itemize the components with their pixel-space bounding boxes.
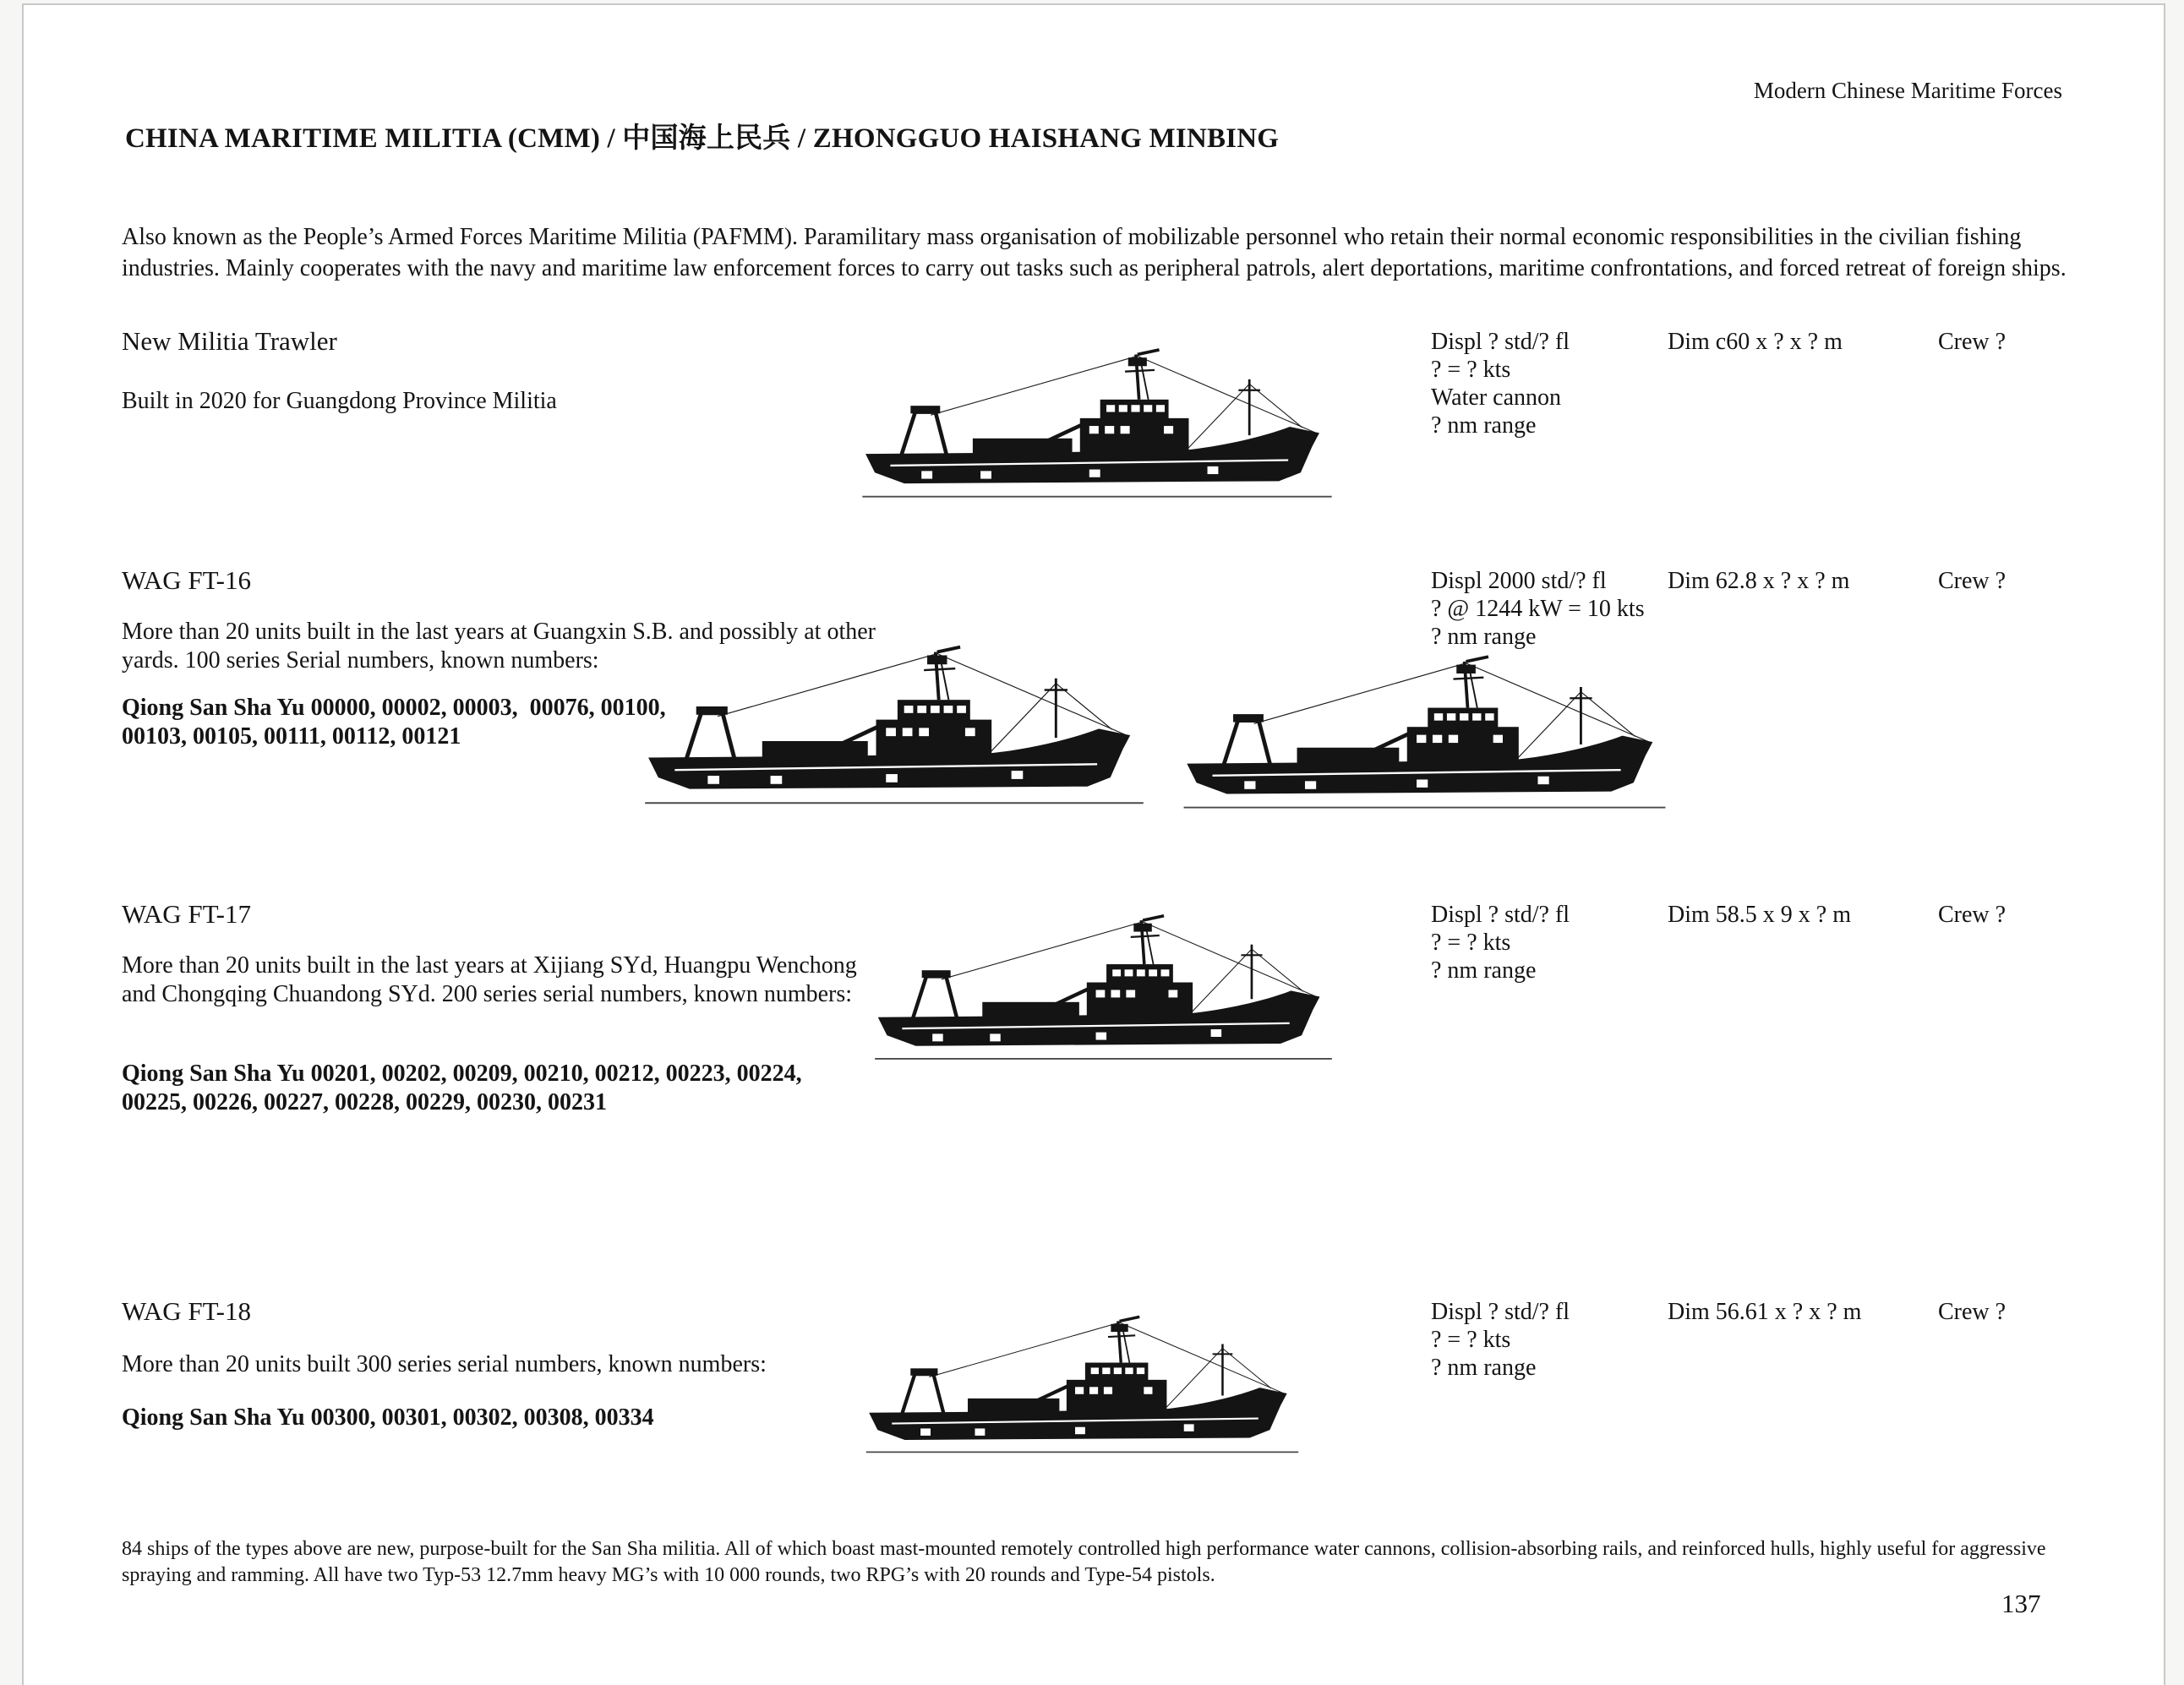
section-heading: WAG FT-18 (122, 1296, 252, 1326)
spec-line: ? = ? kts (1431, 1327, 1511, 1353)
spec-dimensions: Dim 58.5 x 9 x ? m (1668, 902, 1851, 928)
page (22, 3, 2165, 1685)
footer-note: 84 ships of the types above are new, purpose-built for the San Sha militia. All of which boast mast-mounted remotely controlled high performance water cannons, collision-absorbing rails, and reinforced hulls, highly useful for aggressive spraying and ramming. All have two Typ-53 12.7mm heavy MG’s with 10 000 rounds, two RPG’s with 20 rounds and Type-54 pistols. (122, 1538, 2046, 1586)
spec-line: ? nm range (1431, 412, 1537, 439)
spec-displacement (1431, 567, 1645, 651)
spec-crew: Crew ? (1938, 902, 2007, 928)
ship-silhouette (1177, 646, 1672, 815)
page-number: 137 (2001, 1589, 2041, 1618)
spec-line: Displ 2000 std/? fl (1431, 568, 1607, 594)
spec-crew: Crew ? (1938, 1299, 2007, 1325)
serial-numbers: Qiong San Sha Yu 00000, 00002, 00003, 00076, 00100, 00103, 00105, 00111, 00112, 00121 (122, 695, 672, 750)
spec-displacement (1431, 901, 1570, 984)
section-heading: WAG FT-17 (122, 899, 252, 929)
section-description: More than 20 units built in the last years at Guangxin S.B. and possibly at other yards. 100 series Serial numbers, known numbers: (122, 619, 876, 673)
spec-dimensions: Dim 62.8 x ? x ? m (1668, 568, 1850, 594)
spec-line: ? nm range (1431, 1355, 1537, 1381)
spec-dimensions: Dim c60 x ? x ? m (1668, 329, 1843, 355)
section-description: More than 20 units built 300 series serial numbers, known numbers: (122, 1351, 767, 1377)
section-heading: WAG FT-16 (122, 565, 252, 595)
spec-line: ? @ 1244 kW = 10 kts (1431, 596, 1645, 622)
spec-line: Water cannon (1431, 384, 1561, 411)
section-heading: New Militia Trawler (122, 326, 337, 356)
serial-numbers: Qiong San Sha Yu 00300, 00301, 00302, 00308, 00334 (122, 1404, 654, 1431)
spec-line: Displ ? std/? fl (1431, 902, 1570, 928)
spec-line: ? nm range (1431, 624, 1537, 650)
spec-displacement (1431, 328, 1570, 439)
ship-silhouette (860, 1294, 1304, 1459)
spec-displacement (1431, 1298, 1570, 1382)
section-description: More than 20 units built in the last years at Xijiang SYd, Huangpu Wenchong and Chongqing Chuandong SYd. 200 series serial numbers, known numbers: (122, 952, 857, 1007)
page-title: CHINA MARITIME MILITIA (CMM) / 中国海上民兵 / ZHONGGUO HAISHANG MINBING (125, 123, 1280, 154)
spec-dimensions: Dim 56.61 x ? x ? m (1668, 1299, 1862, 1325)
ship-silhouette (856, 324, 1338, 504)
ship-silhouette (869, 892, 1338, 1066)
spec-line: ? nm range (1431, 957, 1537, 984)
spec-crew: Crew ? (1938, 568, 2007, 594)
spec-line: Displ ? std/? fl (1431, 1299, 1570, 1325)
intro-paragraph: Also known as the People’s Armed Forces Maritime Militia (PAFMM). Paramilitary mass organisation of mobilizable personnel who retain their normal economic responsibilities in the civilian fishing industries. Mainly cooperates with the navy and maritime law enforcement forces to carry out tasks such as peripheral patrols, alert deportations, maritime confrontations, and forced retreat of foreign ships. (122, 224, 2067, 281)
spec-line: ? = ? kts (1431, 357, 1511, 383)
spec-line: Displ ? std/? fl (1431, 329, 1570, 355)
spec-line: ? = ? kts (1431, 930, 1511, 956)
spec-crew: Crew ? (1938, 329, 2007, 355)
serial-numbers: Qiong San Sha Yu 00201, 00202, 00209, 00210, 00212, 00223, 00224, 00225, 00226, 00227, 00228, 00229, 00230, 00231 (122, 1061, 808, 1115)
ship-silhouette (636, 637, 1152, 810)
section-description: Built in 2020 for Guangdong Province Militia (122, 388, 557, 414)
running-header: Modern Chinese Maritime Forces (1753, 78, 2062, 103)
